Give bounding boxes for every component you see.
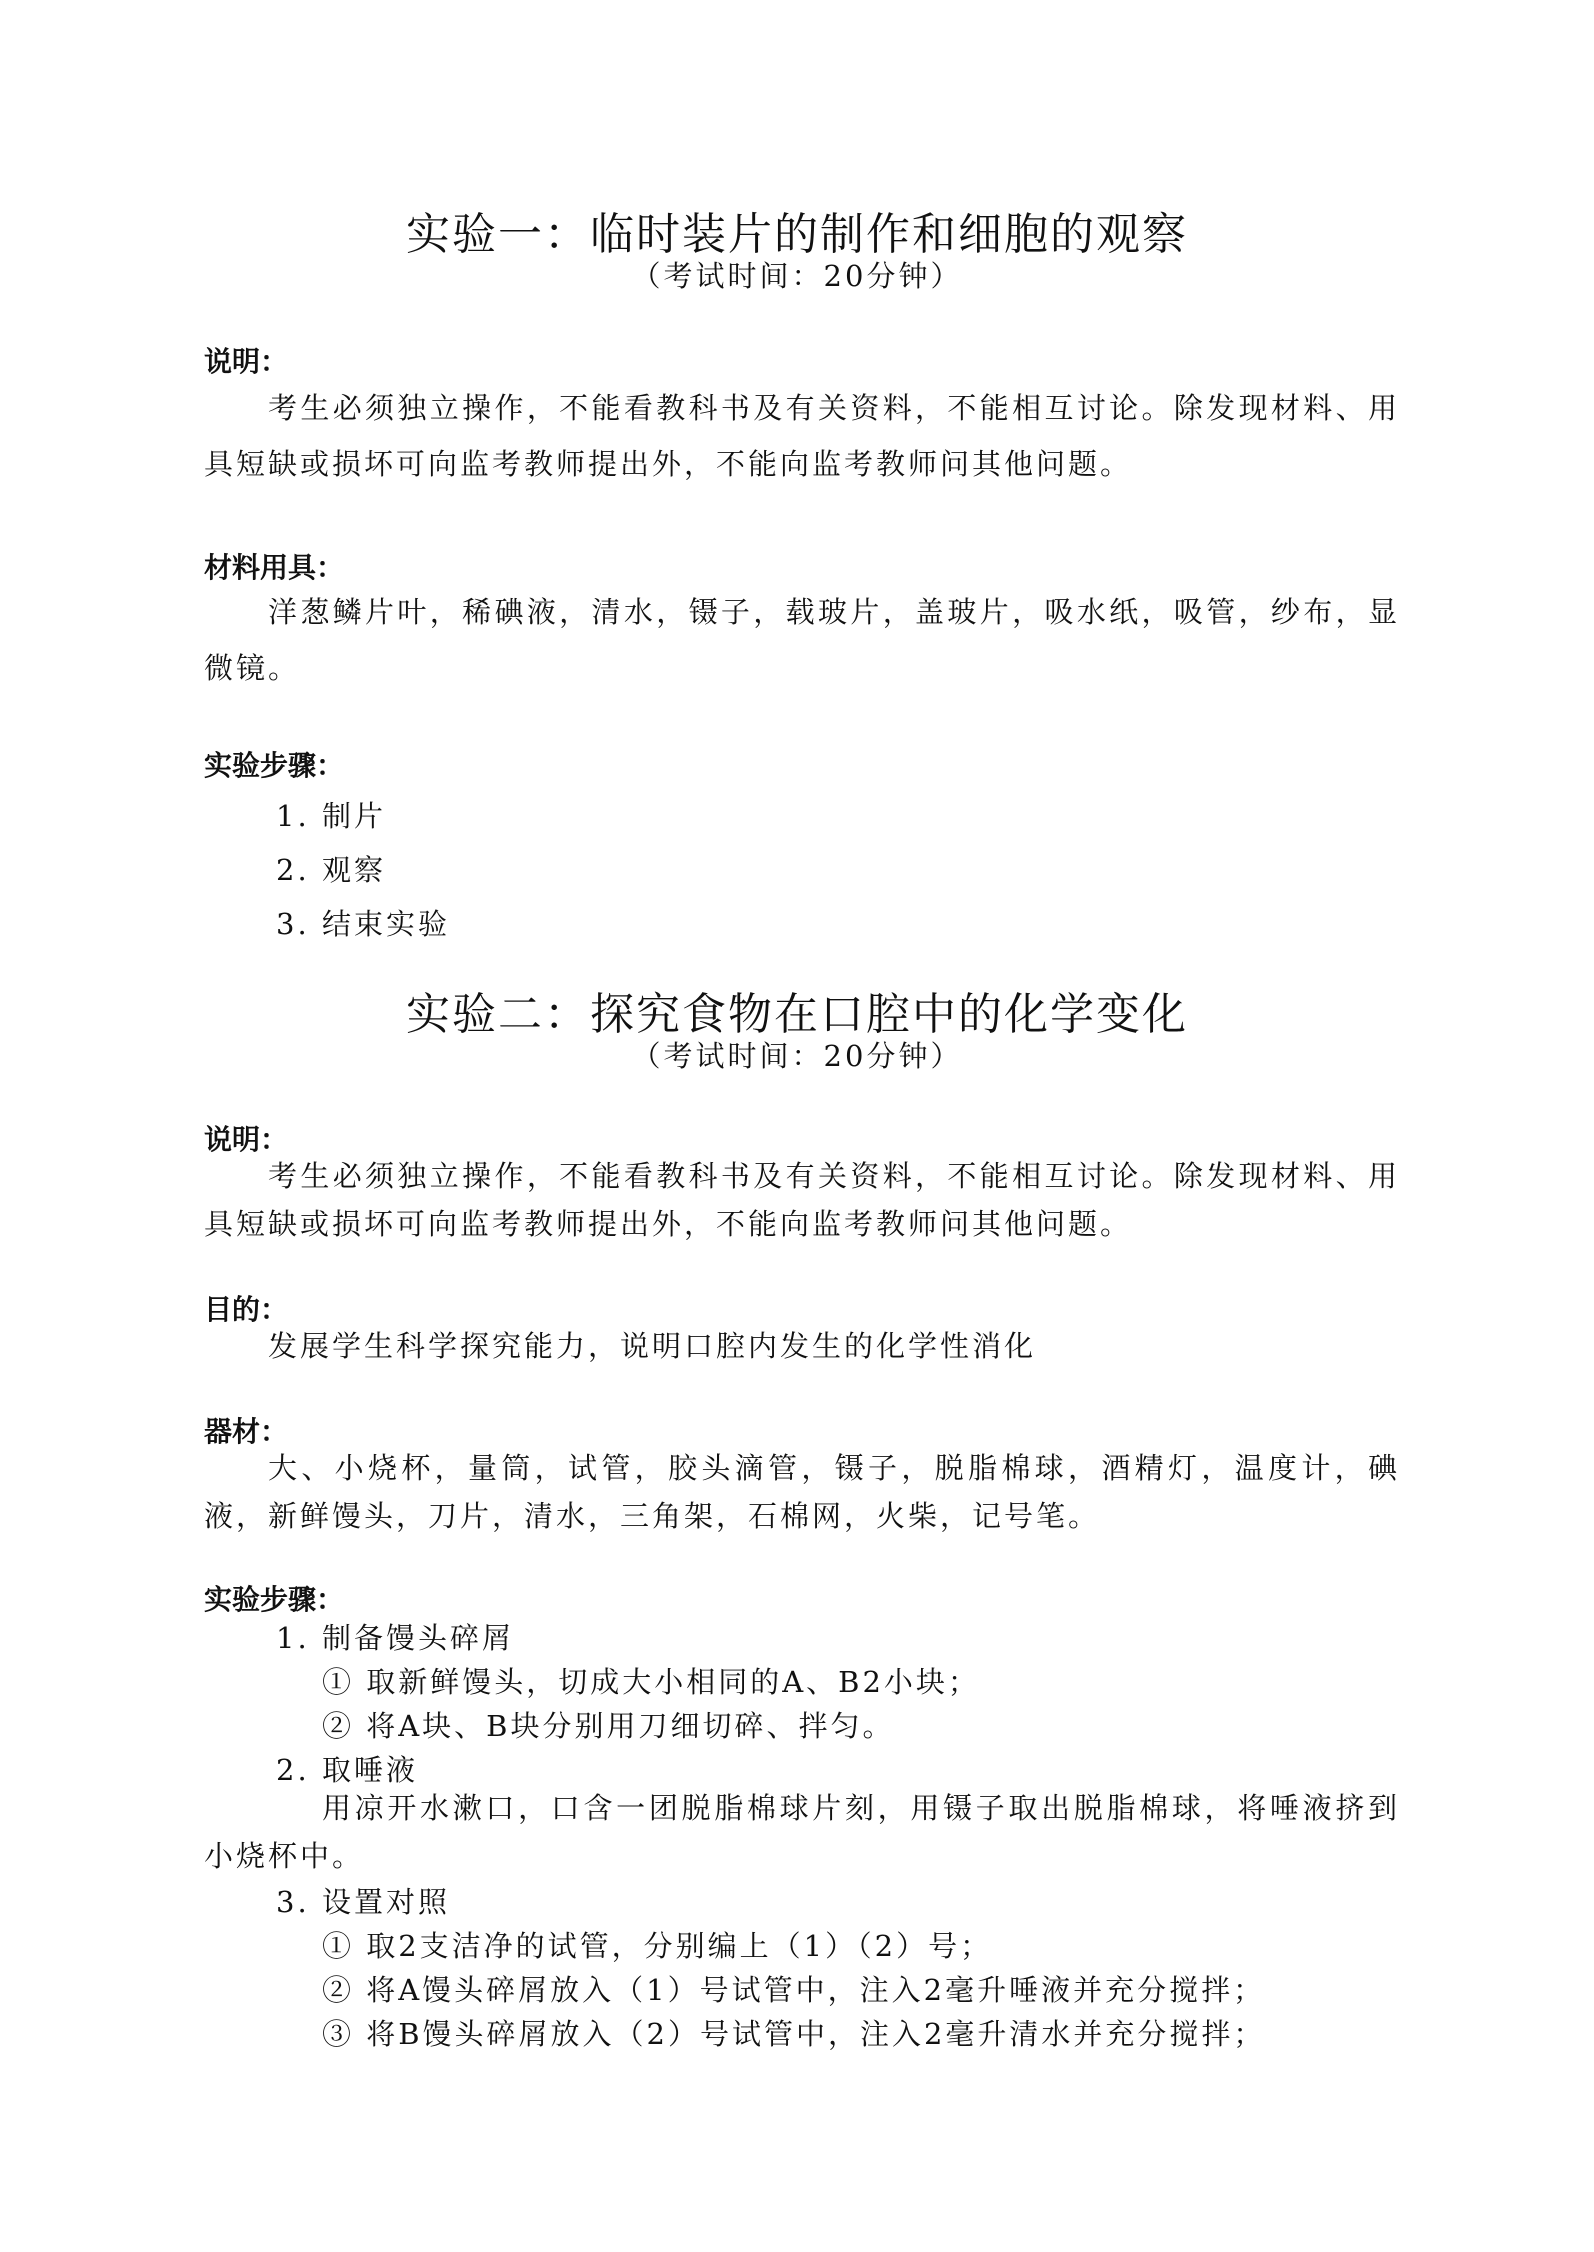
experiment2-step	[276, 1880, 450, 1921]
experiment2-equipment-heading: 器材：	[204, 1415, 289, 1448]
step-text: 设置对照	[322, 1885, 451, 1919]
experiment2-equipment-text: 大、小烧杯，量筒，试管，胶头滴管，镊子，脱脂棉球，酒精灯，温度计，碘液，新鲜馒头，刀片，清水，三角架，石棉网，火柴，记号笔。	[204, 1451, 1400, 1533]
experiment1-materials-text: 洋葱鳞片叶，稀碘液，清水，镊子，载玻片，盖玻片，吸水纸，吸管，纱布，显微镜。	[204, 595, 1400, 685]
experiment1-step	[276, 794, 386, 835]
step-number: 1.	[276, 1621, 310, 1655]
step-text: 取唾液	[322, 1753, 419, 1787]
experiment1-explain-heading: 说明：	[204, 345, 289, 378]
step-number: 3.	[276, 1885, 310, 1919]
experiment2-step	[276, 1616, 514, 1657]
step-text: 制片	[322, 799, 387, 833]
step-text: 制备馒头碎屑	[322, 1621, 515, 1655]
experiment1-time: （考试时间：20分钟）	[631, 259, 963, 293]
experiment2-substep: ③ 将B馒头碎屑放入（2）号试管中，注入2毫升清水并充分搅拌；	[322, 2017, 1266, 2051]
step-text: 结束实验	[322, 907, 451, 941]
experiment2-time: （考试时间：20分钟）	[631, 1039, 963, 1073]
experiment2-step2-body: 用凉开水漱口，口含一团脱脂棉球片刻，用镊子取出脱脂棉球，将唾液挤到小烧杯中。	[204, 1791, 1400, 1873]
experiment1-step	[276, 902, 450, 943]
experiment2-steps-heading: 实验步骤：	[204, 1583, 345, 1616]
experiment2-substep: ② 将A块、B块分别用刀细切碎、拌匀。	[322, 1709, 895, 1743]
step-number: 2.	[276, 853, 310, 887]
step-number: 1.	[276, 799, 310, 833]
experiment2-explain-heading: 说明：	[204, 1123, 289, 1156]
experiment2-substep: ② 将A馒头碎屑放入（1）号试管中，注入2毫升唾液并充分搅拌；	[322, 1973, 1266, 2007]
experiment1-title: 实验一：临时装片的制作和细胞的观察	[406, 209, 1188, 260]
step-number: 3.	[276, 907, 310, 941]
experiment1-explain-text: 考生必须独立操作，不能看教科书及有关资料，不能相互讨论。除发现材料、用具短缺或损坏可向监考教师提出外，不能向监考教师问其他问题。	[204, 391, 1400, 481]
experiment2-substep: ① 取2支洁净的试管，分别编上（1）（2）号；	[322, 1929, 993, 1963]
experiment1-materials-heading: 材料用具：	[204, 551, 345, 584]
experiment2-explain-text: 考生必须独立操作，不能看教科书及有关资料，不能相互讨论。除发现材料、用具短缺或损坏可向监考教师提出外，不能向监考教师问其他问题。	[204, 1159, 1400, 1241]
experiment1-step	[276, 848, 386, 889]
experiment2-step	[276, 1748, 418, 1789]
step-number: 2.	[276, 1753, 310, 1787]
experiment2-substep: ① 取新鲜馒头，切成大小相同的A、B2小块；	[322, 1665, 980, 1699]
step-text: 观察	[322, 853, 387, 887]
experiment2-purpose-heading: 目的：	[204, 1293, 289, 1326]
experiment2-purpose-text: 发展学生科学探究能力，说明口腔内发生的化学性消化	[268, 1329, 1037, 1363]
experiment2-title: 实验二：探究食物在口腔中的化学变化	[406, 989, 1188, 1040]
experiment1-steps-heading: 实验步骤：	[204, 749, 345, 782]
